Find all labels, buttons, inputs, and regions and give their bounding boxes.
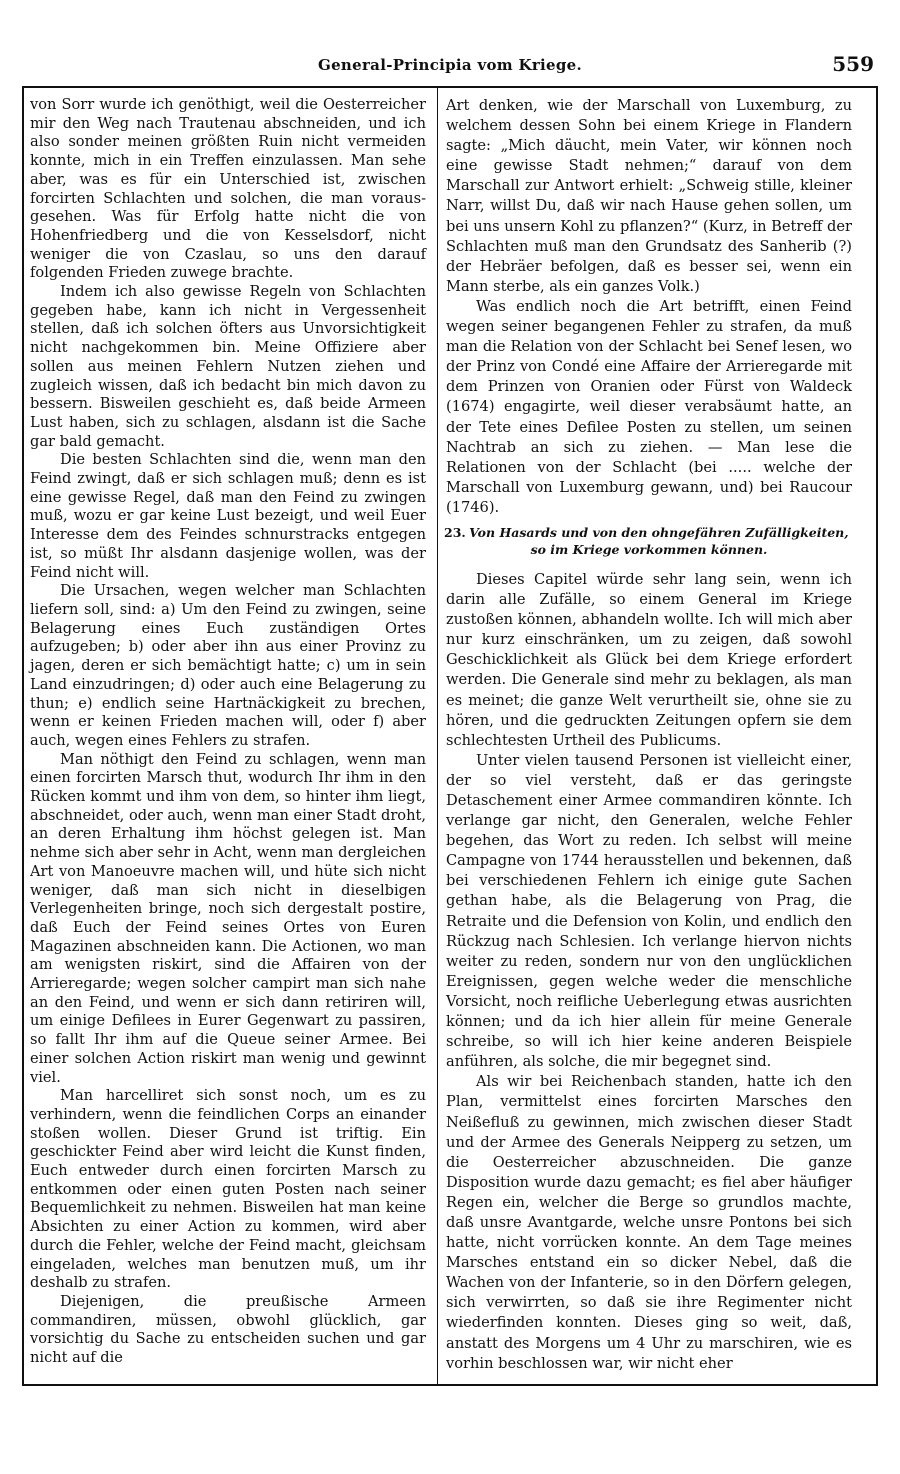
left-paragraph-3: Die besten Schlachten sind die, wenn man den Feind zwingt, daß er sich schlagen muß; denn es ist eine gewisse Regel, daß man den Feind zu zwingen muß, wozu er gar keine Lust bezeigt, und weil Euer Interesse dem des Feindes schnurstracks entgegen ist, so müßt Ihr alsdann dasjenige wollen, was der Feind nicht will. bbox=[30, 451, 426, 581]
section-number: 23. bbox=[444, 524, 466, 540]
left-column bbox=[30, 96, 426, 1368]
right-paragraph-3: Dieses Capitel würde sehr lang sein, wenn ich darin alle Zufälle, so einem General im Kriege zustoßen können, abhandeln wollte. Ich will mich aber nur kurz einschränken, um zu zeigen, daß sowohl Geschicklichkeit als Glück bei dem Kriege erfordert werden. Die Generale sind mehr zu beklagen, als man es meinet; die ganze Welt verurtheilt sie, ohne sie zu hören, und die gedruckten Zeitungen opfern sie dem schlechtesten Urtheil des Publicums. bbox=[446, 570, 852, 749]
left-paragraph-1: von Sorr wurde ich genöthigt, weil die Oesterreicher mir den Weg nach Trautenau abschneiden, und ich also sonder meinen größten Ruin nicht vermeiden konnte, mich in ein Treffen einzulassen. Man sehe aber, was es für ein Unterschied ist, zwischen forcirten Schlachten und solchen, die man vorausgesehen. Was für Erfolg hatte nicht die von Hohenfriedberg und die von Kesselsdorf, nicht weniger die von Czaslau, so uns den darauf folgenden Frieden zuwege brachte. bbox=[30, 96, 426, 282]
frame-bottom-rule bbox=[22, 1384, 878, 1386]
frame-left-rule bbox=[22, 86, 24, 1384]
left-paragraph-5: Man nöthigt den Feind zu schlagen, wenn man einen forcirten Marsch thut, wodurch Ihr ihm in den Rücken kommt und ihm von dem, so hinter ihm liegt, abschneidet, oder auch, wenn man einer Stadt droht, an deren Erhaltung ihm höchst gelegen ist. Man nehme sich aber sehr in Acht, wenn man dergleichen Art von Manoeuvre machen will, und hüte sich nicht weniger, daß man sich nicht in dieselbigen Verlegenheiten bringe, noch sich dergestalt postire, daß Euch der Feind seines Ortes von Euren Magazinen abschneiden kann. Die Actionen, wo man am wenigsten riskirt, sind die Affairen von der Arrieregarde; wegen solcher campirt man sich nahe an den Feind, und wenn er sich dann retiriren will, um einige Defilees in Eurer Gegenwart zu passiren, so fallt Ihr ihm auf die Queue seiner Armee. Bei einer solchen Action riskirt man wenig und gewinnt viel. bbox=[30, 750, 426, 1086]
frame-right-rule bbox=[876, 86, 878, 1384]
running-title: General-Principia vom Kriege. bbox=[317, 56, 583, 74]
left-paragraph-2: Indem ich also gewisse Regeln von Schlachten gegeben habe, kann ich nicht in Vergessenheit stellen, daß ich solchen öfters aus Unvorsichtigkeit nicht nachgekommen bin. Meine Offiziere aber sollen aus meinen Fehlern Nutzen ziehen und zugleich wissen, daß ich bedacht bin mich davon zu bessern. Bisweilen geschieht es, daß beide Armeen Lust haben, sich zu schlagen, alsdann ist die Sache gar bald gemacht. bbox=[30, 283, 426, 450]
left-paragraph-6: Man harcelliret sich sonst noch, um es zu verhindern, wenn die feindlichen Corps an einander stoßen wollen. Dieser Grund ist triftig. Ein geschickter Feind aber wird leicht die Kunst finden, Euch entweder durch einen forcirten Marsch zu entkommen oder einen guten Posten nach seiner Bequemlichkeit zu nehmen. Bisweilen hat man keine Absichten zu einer Action zu kommen, wird aber durch die Fehler, welche der Feind macht, gleichsam eingeladen, welches man benutzen muß, um ihr deshalb zu strafen. bbox=[30, 1087, 426, 1292]
header-rule bbox=[22, 86, 878, 88]
right-column bbox=[446, 96, 852, 1374]
page-header bbox=[22, 50, 878, 82]
section-heading bbox=[446, 524, 852, 558]
column-divider bbox=[437, 86, 438, 1384]
page-number: 559 bbox=[832, 52, 874, 76]
left-paragraph-7: Diejenigen, die preußische Armeen commandiren, müssen, obwohl glücklich, gar vorsichtig du Sache zu entscheiden suchen und gar nicht auf die bbox=[30, 1293, 426, 1367]
left-paragraph-4: Die Ursachen, wegen welcher man Schlachten liefern soll, sind: a) Um den Feind zu zwingen, seine Belagerung eines Euch zuständigen Ortes aufzugeben; b) oder aber ihn aus einer Provinz zu jagen, deren er sich bemächtigt hatte; c) um in sein Land einzudringen; d) oder auch eine Belagerung zu thun; e) endlich seine Hartnäckigkeit zu brechen, wenn er keinen Frieden machen will, oder f) aber auch, wegen eines Fehlers zu strafen. bbox=[30, 582, 426, 749]
right-paragraph-2: Was endlich noch die Art betrifft, einen Feind wegen seiner begangenen Fehler zu strafen, da muß man die Relation von der Schlacht bei Senef lesen, wo der Prinz von Condé eine Affaire der Arrieregarde mit dem Prinzen von Oranien oder Fürst von Waldeck (1674) engagirte, weil dieser verabsäumt hatte, an der Tete eines Defilee Posten zu stellen, um seinen Nachtrab an sich zu ziehen. — Man lese die Relationen von der Schlacht (bei ..... welche der Marschall von Luxemburg gewann, und) bei Raucour (1746). bbox=[446, 297, 852, 516]
section-title: Von Hasards und von den ohngefähren Zufälligkeiten, so im Kriege vorkommen können. bbox=[469, 524, 849, 557]
right-paragraph-1: Art denken, wie der Marschall von Luxemburg, zu welchem dessen Sohn bei einem Kriege in Flandern sagte: „Mich däucht, mein Vater, wir können noch eine gewisse Stadt nehmen;“ darauf von dem Marschall zur Antwort erhielt: „Schweig stille, kleiner Narr, willst Du, daß wir nach Hause gehen sollen, um bei uns unsern Kohl zu pflanzen?“ (Kurz, in Betreff der Schlachten muß man den Grundsatz des Sanherib (?) der Hebräer befolgen, daß es besser sei, wenn ein Mann sterbe, als ein ganzes Volk.) bbox=[446, 97, 852, 295]
right-paragraph-4: Unter vielen tausend Personen ist vielleicht einer, der so viel versteht, daß er das geringste Detaschement einer Armee commandiren könnte. Ich verlange gar nicht, den Generalen, welche Fehler begehen, das Wort zu reden. Ich selbst will meine Campagne von 1744 herausstellen und bekennen, daß bei verschiedenen Fehlern ich einige gute Sachen gethan habe, als die Belagerung von Prag, die Retraite und die Defension von Kolin, und endlich den Rückzug nach Schlesien. Ich verlange hiervon nichts weiter zu reden, sondern nur von den unglücklichen Ereignissen, gegen welche weder die menschliche Vorsicht, noch reifliche Ueberlegung etwas ausrichten können; und da ich hier allein für meine Generale schreibe, so will ich hier keine anderen Beispiele anführen, als solche, die mir begegnet sind. bbox=[446, 751, 852, 1071]
right-paragraph-5: Als wir bei Reichenbach standen, hatte ich den Plan, vermittelst eines forcirten Marsches den Neißefluß zu gewinnen, mich zwischen dieser Stadt und der Armee des Generals Neipperg zu setzen, um die Oesterreicher abzuschneiden. Die ganze Disposition wurde dazu gemacht; es fiel aber häufiger Regen ein, welcher die Berge so grundlos machte, daß unsre Avantgarde, welche unsre Pontons bei sich hatte, nicht vorrücken konnte. An dem Tage meines Marsches entstand ein so dicker Nebel, daß die Wachen von der Infanterie, so in den Dörfern gelegen, sich verwirrten, so daß sie ihre Regimenter nicht wiederfinden konnten. Dieses ging so weit, daß, anstatt des Morgens um 4 Uhr zu marschiren, wie es vorhin beschlossen war, wir nicht eher bbox=[446, 1073, 852, 1372]
